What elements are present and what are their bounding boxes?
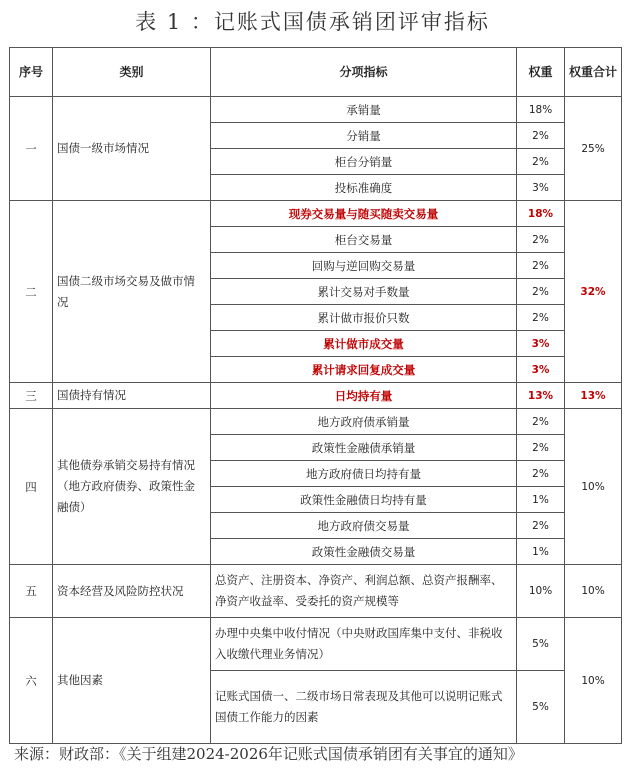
- group-seq: 二: [10, 201, 53, 383]
- weight-cell: 2%: [517, 123, 565, 149]
- indicator-cell: 投标准确度: [211, 175, 517, 201]
- indicator-cell: 日均持有量: [211, 383, 517, 409]
- weight-total-cell: 10%: [565, 565, 622, 618]
- indicator-cell: 政策性金融债承销量: [211, 435, 517, 461]
- group-category: 其他债券承销交易持有情况（地方政府债券、政策性金融债）: [53, 409, 211, 565]
- weight-cell: 2%: [517, 513, 565, 539]
- indicator-cell: 累计做市报价只数: [211, 305, 517, 331]
- weight-cell: 18%: [517, 97, 565, 123]
- indicator-cell: 承销量: [211, 97, 517, 123]
- indicator-cell: 地方政府债交易量: [211, 513, 517, 539]
- table-row: [10, 409, 622, 435]
- group-category: 国债二级市场交易及做市情况: [53, 201, 211, 383]
- indicator-cell: 回购与逆回购交易量: [211, 253, 517, 279]
- group-seq: 一: [10, 97, 53, 201]
- group-category: 国债持有情况: [53, 383, 211, 409]
- group-seq: 四: [10, 409, 53, 565]
- indicator-cell: 地方政府债日均持有量: [211, 461, 517, 487]
- indicator-cell: 累计请求回复成交量: [211, 357, 517, 383]
- weight-cell: 2%: [517, 461, 565, 487]
- header-indicator: 分项指标: [211, 48, 517, 97]
- group-seq: 三: [10, 383, 53, 409]
- weight-cell: 5%: [517, 671, 565, 744]
- group-seq: 六: [10, 618, 53, 744]
- weight-cell: 2%: [517, 227, 565, 253]
- weight-cell: 2%: [517, 305, 565, 331]
- indicator-cell: 地方政府债承销量: [211, 409, 517, 435]
- weight-total-cell: 25%: [565, 97, 622, 201]
- weight-cell: 3%: [517, 175, 565, 201]
- weight-cell: 1%: [517, 539, 565, 565]
- weight-cell: 2%: [517, 253, 565, 279]
- evaluation-table: [9, 47, 622, 744]
- table-row: [10, 618, 622, 671]
- weight-cell: 10%: [517, 565, 565, 618]
- weight-total-cell: 32%: [565, 201, 622, 383]
- weight-total-cell: 10%: [565, 409, 622, 565]
- weight-cell: 2%: [517, 149, 565, 175]
- source-note: 来源：财政部：《关于组建2024-2026年记账式国债承销团有关事宜的通知》: [14, 745, 523, 763]
- group-category: 其他因素: [53, 618, 211, 744]
- indicator-cell: 总资产、注册资本、净资产、利润总额、总资产报酬率、净资产收益率、受委托的资产规模等: [211, 565, 517, 618]
- indicator-cell: 柜台分销量: [211, 149, 517, 175]
- group-category: 国债一级市场情况: [53, 97, 211, 201]
- header-seq: 序号: [10, 48, 53, 97]
- group-seq: 五: [10, 565, 53, 618]
- weight-total-cell: 13%: [565, 383, 622, 409]
- table-title: 表 1 ：记账式国债承销团评审指标: [135, 10, 490, 34]
- table-row: [10, 97, 622, 123]
- table-row: [10, 201, 622, 227]
- weight-cell: 2%: [517, 279, 565, 305]
- header-category: 类别: [53, 48, 211, 97]
- indicator-cell: 累计做市成交量: [211, 331, 517, 357]
- indicator-cell: 办理中央集中收付情况（中央财政国库集中支付、非税收入收缴代理业务情况）: [211, 618, 517, 671]
- indicator-cell: 分销量: [211, 123, 517, 149]
- table-row: [10, 383, 622, 409]
- table-row: [10, 565, 622, 618]
- header-weight: 权重: [517, 48, 565, 97]
- indicator-cell: 政策性金融债交易量: [211, 539, 517, 565]
- indicator-cell: 政策性金融债日均持有量: [211, 487, 517, 513]
- weight-cell: 18%: [517, 201, 565, 227]
- indicator-cell: 记账式国债一、二级市场日常表现及其他可以说明记账式国债工作能力的因素: [211, 671, 517, 744]
- weight-cell: 2%: [517, 435, 565, 461]
- weight-cell: 3%: [517, 357, 565, 383]
- indicator-cell: 柜台交易量: [211, 227, 517, 253]
- weight-cell: 3%: [517, 331, 565, 357]
- weight-cell: 1%: [517, 487, 565, 513]
- weight-cell: 5%: [517, 618, 565, 671]
- header-weight-total: 权重合计: [565, 48, 622, 97]
- weight-cell: 2%: [517, 409, 565, 435]
- weight-total-cell: 10%: [565, 618, 622, 744]
- indicator-cell: 现券交易量与随买随卖交易量: [211, 201, 517, 227]
- indicator-cell: 累计交易对手数量: [211, 279, 517, 305]
- group-category: 资本经营及风险防控状况: [53, 565, 211, 618]
- weight-cell: 13%: [517, 383, 565, 409]
